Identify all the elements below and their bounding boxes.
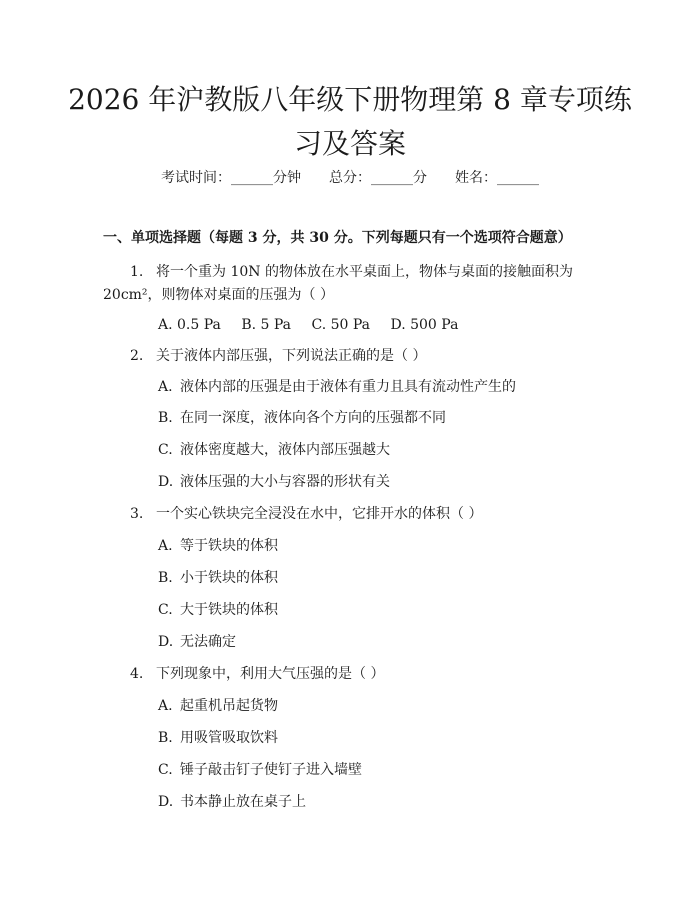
- option-b: B. 5 Pa: [241, 317, 292, 333]
- section-heading: 一、单项选择题（每题 3 分，共 30 分。下列每题只有一个选项符合题意）: [103, 230, 572, 246]
- option-c: C. 50 Pa: [311, 317, 371, 333]
- option-b: B. 用吸管吸取饮料: [158, 730, 278, 746]
- question-4: [130, 664, 384, 684]
- exam-time-field: 考试时间：______分钟: [161, 170, 301, 186]
- option-c: C. 液体密度越大，液体内部压强越大: [158, 442, 390, 458]
- student-name-field: 姓名：______: [455, 170, 539, 186]
- option-d: D. 无法确定: [158, 634, 236, 650]
- question-1-options: [158, 315, 474, 335]
- title-line-1: 2026 年沪教版八年级下册物理第 8 章专项练: [68, 83, 632, 116]
- question-text: 关于液体内部压强，下列说法正确的是（ ）: [156, 348, 427, 364]
- question-text: 将一个重为 10N 的物体放在水平桌面上，物体与桌面的接触面积为: [156, 264, 573, 280]
- option-b: B. 小于铁块的体积: [158, 570, 278, 586]
- option-a: A. 液体内部的压强是由于液体有重力且具有流动性产生的: [158, 379, 516, 395]
- option-a: A. 0.5 Pa: [158, 317, 221, 333]
- option-d: D. 500 Pa: [390, 317, 459, 333]
- option-a: A. 等于铁块的体积: [158, 538, 278, 554]
- question-number: 3.: [130, 506, 144, 522]
- option-a: A. 起重机吊起货物: [158, 698, 278, 714]
- question-number: 1.: [130, 264, 144, 280]
- option-c: C. 锤子敲击钉子使钉子进入墙壁: [158, 762, 362, 778]
- question-text: 下列现象中，利用大气压强的是（ ）: [156, 666, 385, 682]
- document-title: [60, 78, 640, 166]
- question-1: [130, 262, 573, 282]
- option-c: C. 大于铁块的体积: [158, 602, 278, 618]
- question-number: 4.: [130, 666, 144, 682]
- question-3: [130, 504, 482, 524]
- question-number: 2.: [130, 348, 144, 364]
- option-d: D. 书本静止放在桌子上: [158, 794, 306, 810]
- exam-meta: [0, 168, 700, 188]
- option-d: D. 液体压强的大小与容器的形状有关: [158, 474, 390, 490]
- total-score-field: 总分：______分: [329, 170, 427, 186]
- question-text: 一个实心铁块完全浸没在水中，它排开水的体积（ ）: [156, 506, 483, 522]
- question-2: [130, 346, 426, 366]
- option-b: B. 在同一深度，液体向各个方向的压强都不同: [158, 410, 446, 426]
- title-line-2: 习及答案: [293, 127, 406, 160]
- question-1-continuation: 20cm²，则物体对桌面的压强为（ ）: [103, 287, 334, 303]
